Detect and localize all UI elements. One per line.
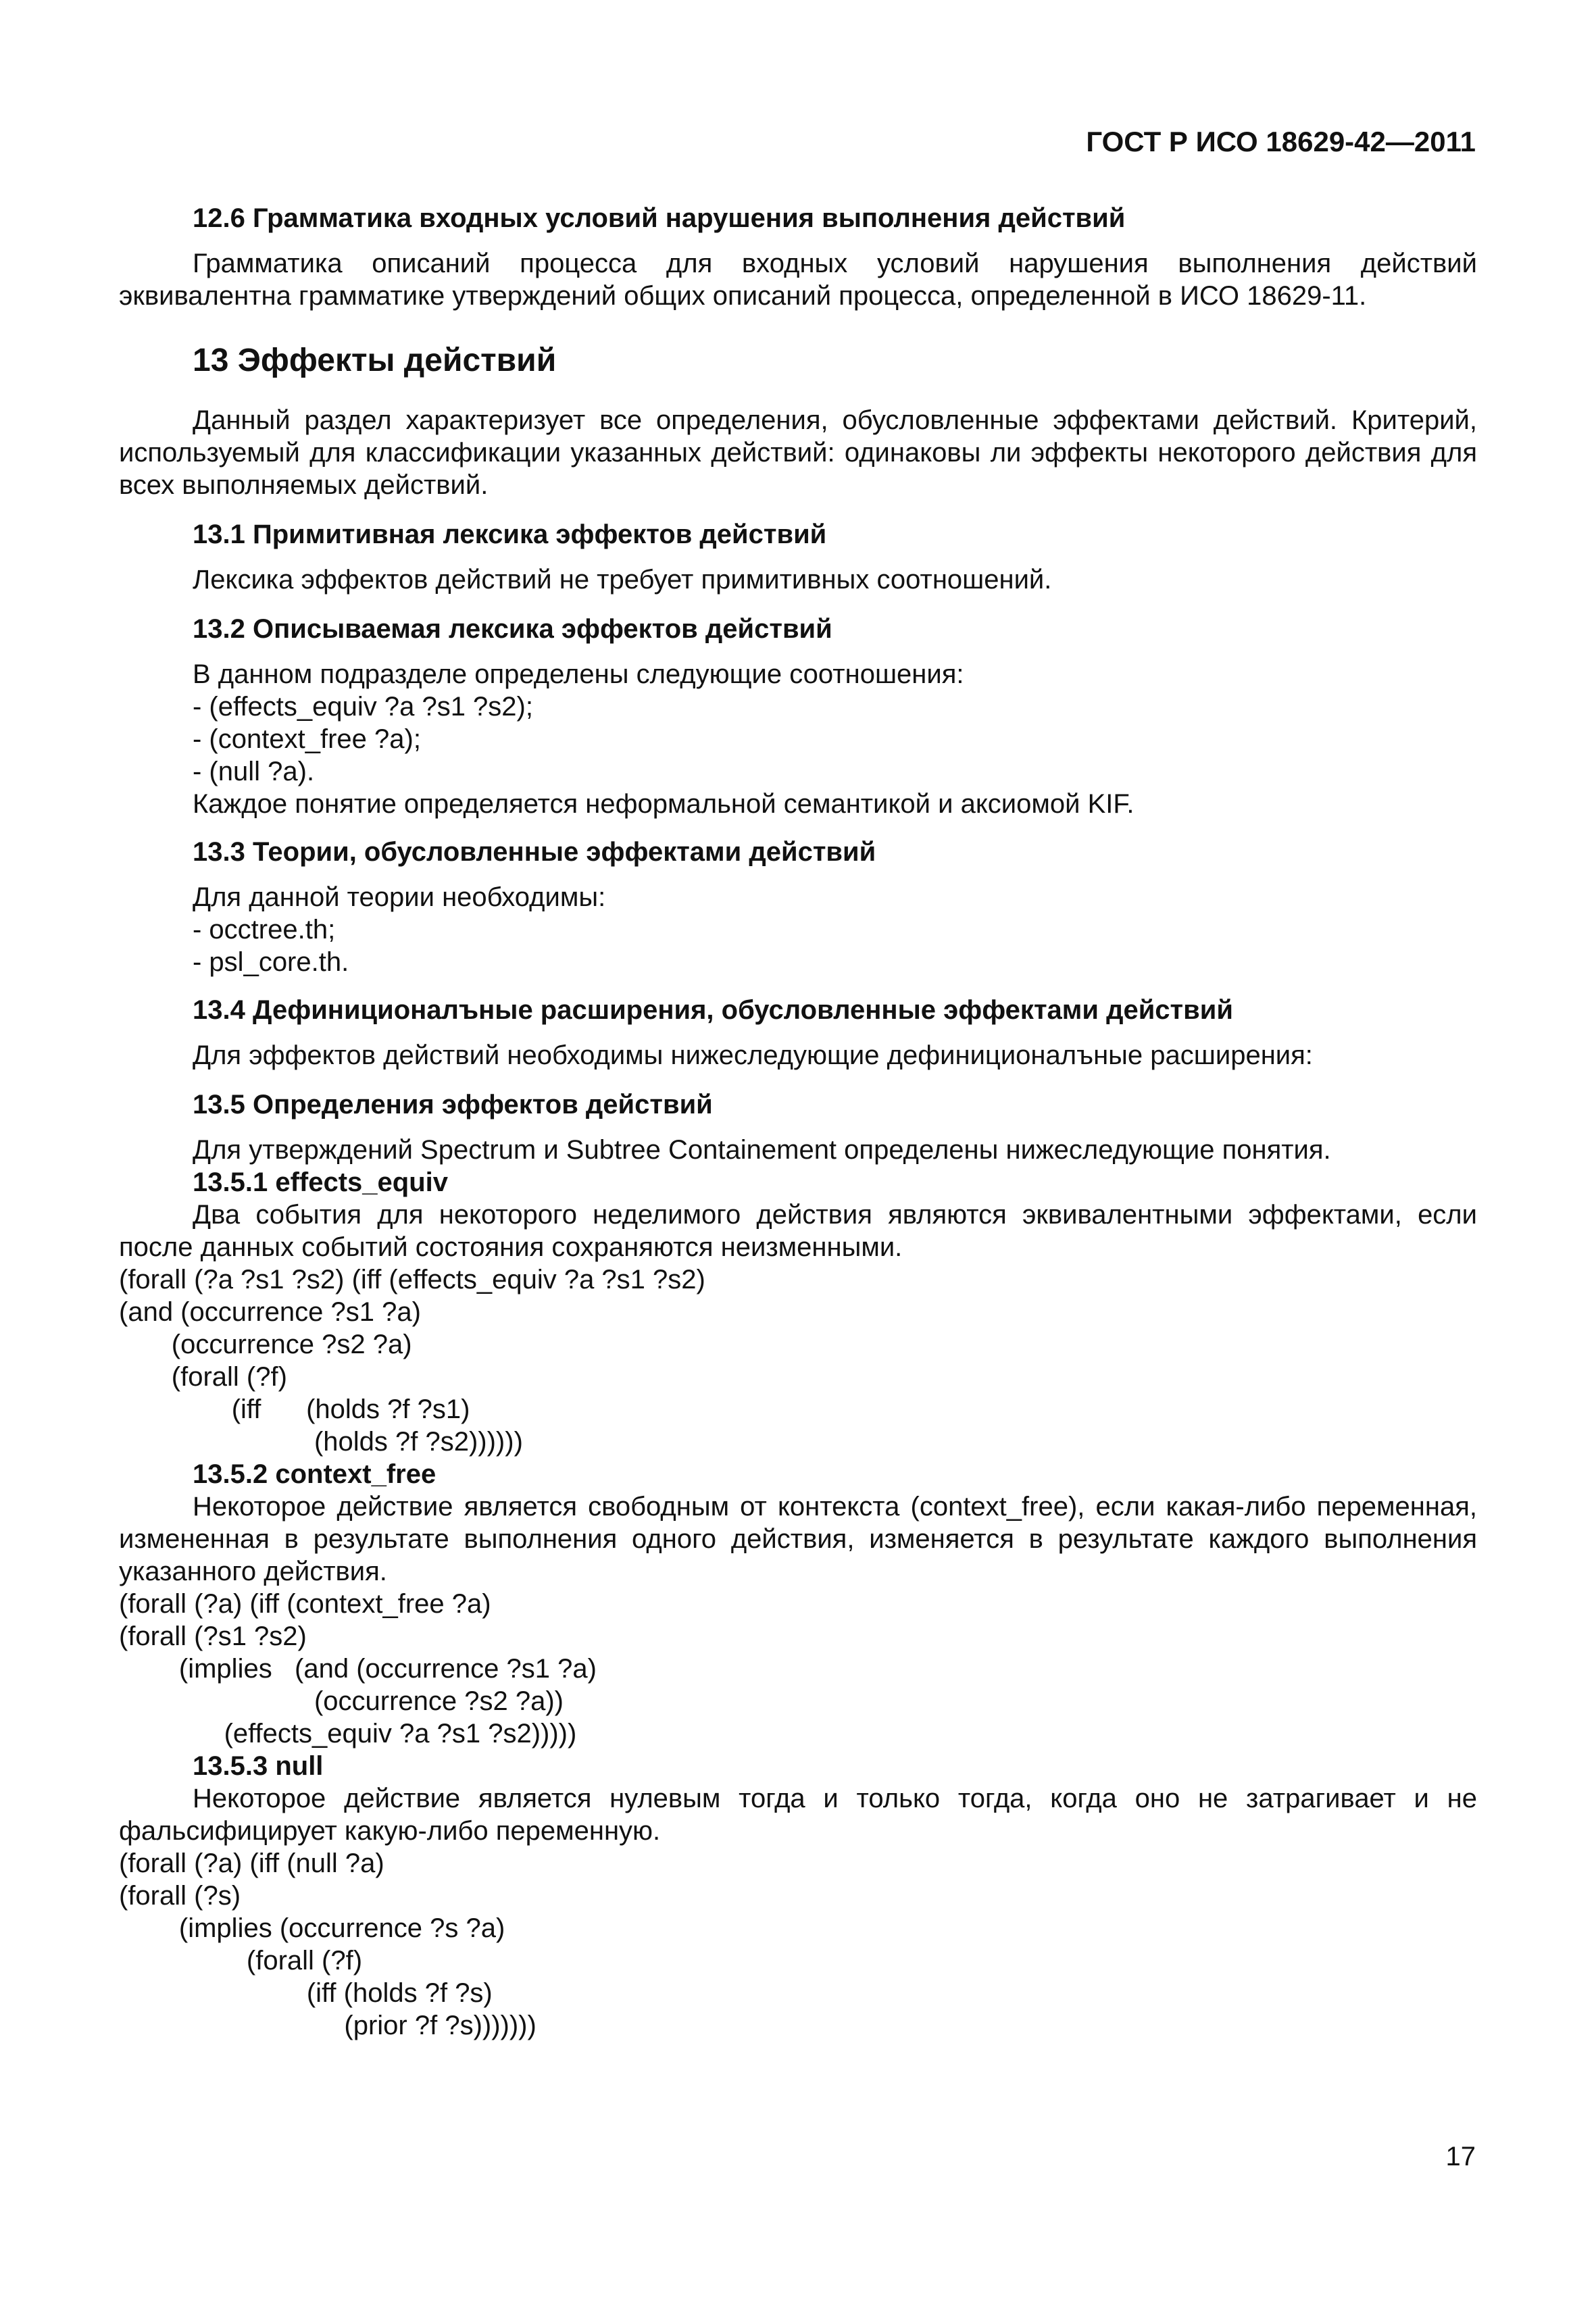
- section-13-2-line: - (effects_equiv ?a ?s1 ?s2);: [193, 692, 533, 722]
- kif-code-line: (forall (?s1 ?s2): [119, 1621, 307, 1651]
- page-number: 17: [1445, 2142, 1476, 2171]
- kif-code-line: (forall (?a ?s1 ?s2) (iff (effects_equiv ?a ?s1 ?s2): [119, 1265, 705, 1294]
- kif-code-line: (prior ?f ?s))))))): [119, 2011, 537, 2040]
- section-13-5-2-title: 13.5.2 context_free: [193, 1459, 437, 1489]
- kif-code-line: (iff (holds ?f ?s1): [119, 1394, 470, 1424]
- section-13-5-title: 13.5 Определения эффектов действий: [193, 1090, 713, 1120]
- section-13-5-1-title: 13.5.1 effects_equiv: [193, 1167, 448, 1197]
- kif-code-line: (implies (and (occurrence ?s1 ?a): [119, 1654, 597, 1684]
- section-13-3-line: Для данной теории необходимы:: [193, 882, 606, 912]
- section-13-5-2-paragraph: Некоторое действие является свободным от контекста (context_free), если какая-либо переменная, измененная в результате выполнения одного действия, изменяется в результате каждого выполнения указанного действия.: [119, 1492, 1477, 1586]
- section-13-5-paragraph: Для утверждений Spectrum и Subtree Containement определены нижеследующие понятия.: [193, 1135, 1331, 1165]
- section-13-4-title: 13.4 Дефиниционалъные расширения, обусловленные эффектами действий: [193, 995, 1233, 1025]
- section-13-paragraph: Данный раздел характеризует все определения, обусловленные эффектами действий. Критерий, используемый для классификации указанных действий: одинаковы ли эффекты некоторого действия для всех выполняемых действий.: [119, 405, 1477, 500]
- kif-code-line: (forall (?s): [119, 1881, 241, 1911]
- standard-code-header: ГОСТ Р ИСО 18629-42—2011: [1086, 126, 1476, 157]
- kif-code-line: (iff (holds ?f ?s): [119, 1978, 493, 2008]
- section-13-2-line: - (context_free ?a);: [193, 724, 421, 754]
- section-13-1-title: 13.1 Примитивная лексика эффектов действий: [193, 520, 827, 549]
- kif-code-line: (forall (?a) (iff (context_free ?a): [119, 1589, 491, 1619]
- kif-code-line: (and (occurrence ?s1 ?a): [119, 1297, 421, 1327]
- section-13-2-line: В данном подразделе определены следующие соотношения:: [193, 659, 964, 689]
- section-13-2-title: 13.2 Описываемая лексика эффектов действий: [193, 614, 832, 644]
- section-13-3-line: - occtree.th;: [193, 915, 336, 945]
- section-13-4-paragraph: Для эффектов действий необходимы нижеследующие дефиниционалъные расширения:: [193, 1040, 1313, 1070]
- section-12-6-paragraph: Грамматика описаний процесса для входных условий нарушения выполнения действий эквивалентна грамматике утверждений общих описаний процесса, определенной в ИСО 18629-11.: [119, 249, 1477, 311]
- kif-code-line: (forall (?f): [119, 1946, 363, 1976]
- section-13-5-3-title: 13.5.3 null: [193, 1751, 324, 1781]
- kif-code-line: (implies (occurrence ?s ?a): [119, 1913, 505, 1943]
- section-13-title: 13 Эффекты действий: [193, 343, 557, 378]
- section-13-5-3-paragraph: Некоторое действие является нулевым тогда и только тогда, когда оно не затрагивает и не фальсифицирует какую-либо переменную.: [119, 1784, 1477, 1846]
- section-13-1-paragraph: Лексика эффектов действий не требует примитивных соотношений.: [193, 565, 1052, 595]
- section-13-2-line: - (null ?a).: [193, 757, 315, 786]
- kif-code-line: (effects_equiv ?a ?s1 ?s2))))): [119, 1719, 577, 1749]
- section-13-5-1-paragraph: Два события для некоторого неделимого действия являются эквивалентными эффектами, если после данных событий состояния сохраняются неизменными.: [119, 1200, 1477, 1262]
- page-content: [119, 200, 1477, 2042]
- section-13-3-line: - psl_core.th.: [193, 947, 349, 977]
- kif-code-line: (occurrence ?s2 ?a): [119, 1330, 412, 1359]
- kif-code-line: (forall (?a) (iff (null ?a): [119, 1848, 384, 1878]
- section-13-3-title: 13.3 Теории, обусловленные эффектами действий: [193, 837, 876, 867]
- section-13-2-line: Каждое понятие определяется неформальной семантикой и аксиомой KIF.: [193, 789, 1134, 819]
- section-12-6-title: 12.6 Грамматика входных условий нарушения выполнения действий: [193, 203, 1126, 233]
- kif-code-line: (forall (?f): [119, 1362, 287, 1392]
- kif-code-line: (occurrence ?s2 ?a)): [119, 1686, 564, 1716]
- kif-code-line: (holds ?f ?s2)))))): [119, 1427, 523, 1457]
